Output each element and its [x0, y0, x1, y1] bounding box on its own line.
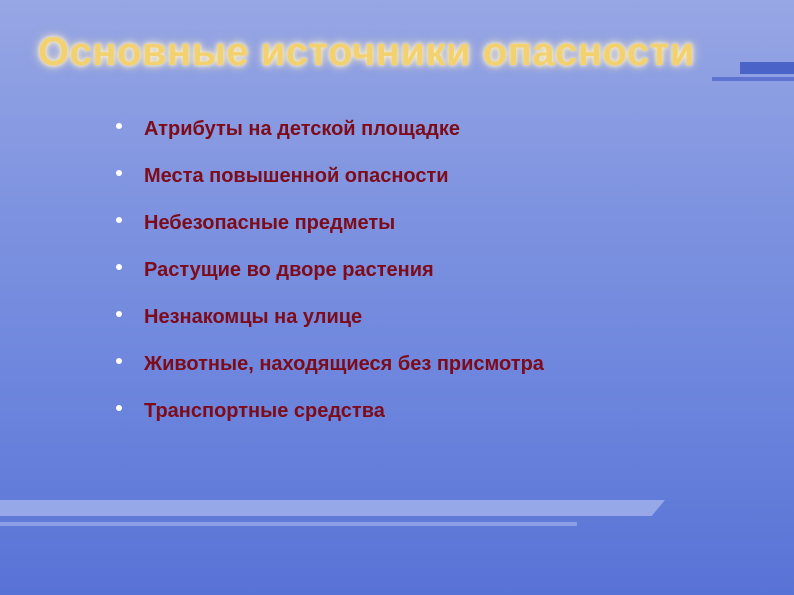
list-item-text: Атрибуты на детской площадке: [144, 118, 460, 140]
list-item-text: Небезопасные предметы: [144, 212, 396, 234]
list-item: [110, 304, 544, 351]
bullet-icon: [116, 358, 122, 364]
decorative-stripe-bottom-thin: [0, 522, 577, 526]
list-item-text: Транспортные средства: [144, 400, 385, 422]
slide-title: Основные источники опасности: [38, 30, 695, 74]
bullet-icon: [116, 405, 122, 411]
list-item: [110, 210, 544, 257]
bullet-list: [110, 116, 544, 445]
list-item: [110, 163, 544, 210]
bullet-icon: [116, 311, 122, 317]
bullet-icon: [116, 123, 122, 129]
list-item-text: Места повышенной опасности: [144, 165, 449, 187]
list-item-text: Растущие во дворе растения: [144, 259, 434, 281]
list-item: [110, 116, 544, 163]
decorative-stripe-top: [740, 62, 794, 74]
bullet-icon: [116, 217, 122, 223]
list-item: [110, 257, 544, 304]
decorative-stripe-top-thin: [712, 77, 794, 81]
list-item-text: Животные, находящиеся без присмотра: [144, 353, 544, 375]
bullet-icon: [116, 264, 122, 270]
bullet-icon: [116, 170, 122, 176]
list-item: [110, 398, 544, 445]
list-item: [110, 351, 544, 398]
decorative-stripe-bottom: [0, 500, 665, 516]
list-item-text: Незнакомцы на улице: [144, 306, 363, 328]
